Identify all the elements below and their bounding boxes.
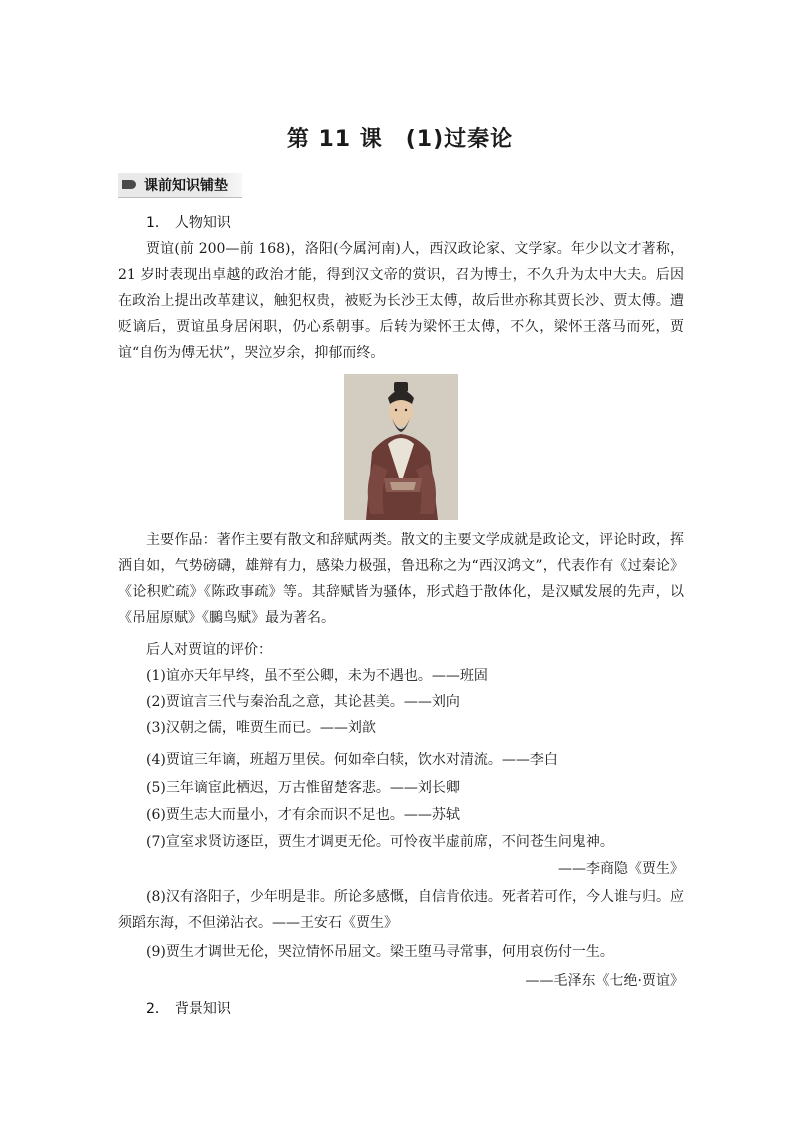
subheading-person — [146, 212, 231, 232]
page-title: 第 11 课 (1)过秦论 — [286, 127, 514, 152]
quote-9: (9)贾生才调世无伦，哭泣情怀吊屈文。梁王堕马寻常事，何用哀伤付一生。 — [146, 944, 614, 960]
scholar-portrait-icon — [344, 374, 458, 520]
section-label: 课前知识铺垫 — [144, 177, 228, 194]
works-paragraph: 主要作品：著作主要有散文和辞赋两类。散文的主要文学成就是政论文，评论时政，挥洒自如，气势磅礴，雄辩有力，感染力极强，鲁迅称之为“西汉鸿文”，代表作有《过秦论》《论积贮疏》《陈政事疏》等。其辞赋皆为骚体，形式趋于散体化，是汉赋发展的先声，以《吊屈原赋》《鵩鸟赋》最为著名。 — [118, 532, 684, 626]
quote-7-attribution: ——李商隐《贾生》 — [558, 861, 684, 877]
quote-1: (1)谊亦天年早终，虽不至公卿，未为不遇也。——班固 — [146, 668, 488, 684]
biography-paragraph: 贾谊(前 200—前 168)，洛阳(今属河南)人，西汉政论家、文学家。年少以文才著称，21 岁时表现出卓越的政治才能，得到汉文帝的赏识，召为博士，不久升为太中大夫。后因在政治上提出改革建议，触犯权贵，被贬为长沙王太傅，故后世亦称其贾长沙、贾太傅。遭贬谪后，贾谊虽身居闲职，仍心系朝事。后转为梁怀王太傅，不久，梁怀王落马而死，贾谊“自伤为傅无状”，哭泣岁余，抑郁而终。 — [118, 241, 684, 361]
subheading-number: 2． — [146, 1001, 169, 1017]
subheading-label: 人物知识 — [174, 215, 231, 231]
section-header — [118, 174, 242, 196]
subheading-label: 背景知识 — [174, 1001, 231, 1017]
quote-5: (5)三年谪宦此栖迟，万古惟留楚客悲。——刘长卿 — [146, 780, 460, 796]
subheading-background — [146, 998, 231, 1018]
quote-7: (7)宣室求贤访逐臣，贾生才调更无伦。可怜夜半虚前席，不问苍生问鬼神。 — [146, 834, 614, 850]
section-marker-icon — [122, 180, 136, 189]
quote-8: (8)汉有洛阳子，少年明是非。所论多感慨，自信肯依违。死者若可作，今人谁与归。应须蹈东海，不但涕沾衣。——王安石《贾生》 — [118, 889, 684, 931]
quote-2: (2)贾谊言三代与秦治乱之意，其论甚美。——刘向 — [146, 694, 460, 710]
quote-9-attribution: ——毛泽东《七绝·贾谊》 — [525, 973, 684, 989]
evaluation-intro: 后人对贾谊的评价： — [146, 642, 272, 658]
subheading-number: 1． — [146, 215, 169, 231]
quote-3: (3)汉朝之儒，唯贾生而已。——刘歆 — [146, 720, 376, 736]
quote-6: (6)贾生志大而量小，才有余而识不足也。——苏轼 — [146, 807, 460, 823]
portrait-image — [344, 374, 458, 520]
quote-4: (4)贾谊三年谪，班超万里侯。何如牵白犊，饮水对清流。——李白 — [146, 752, 558, 768]
